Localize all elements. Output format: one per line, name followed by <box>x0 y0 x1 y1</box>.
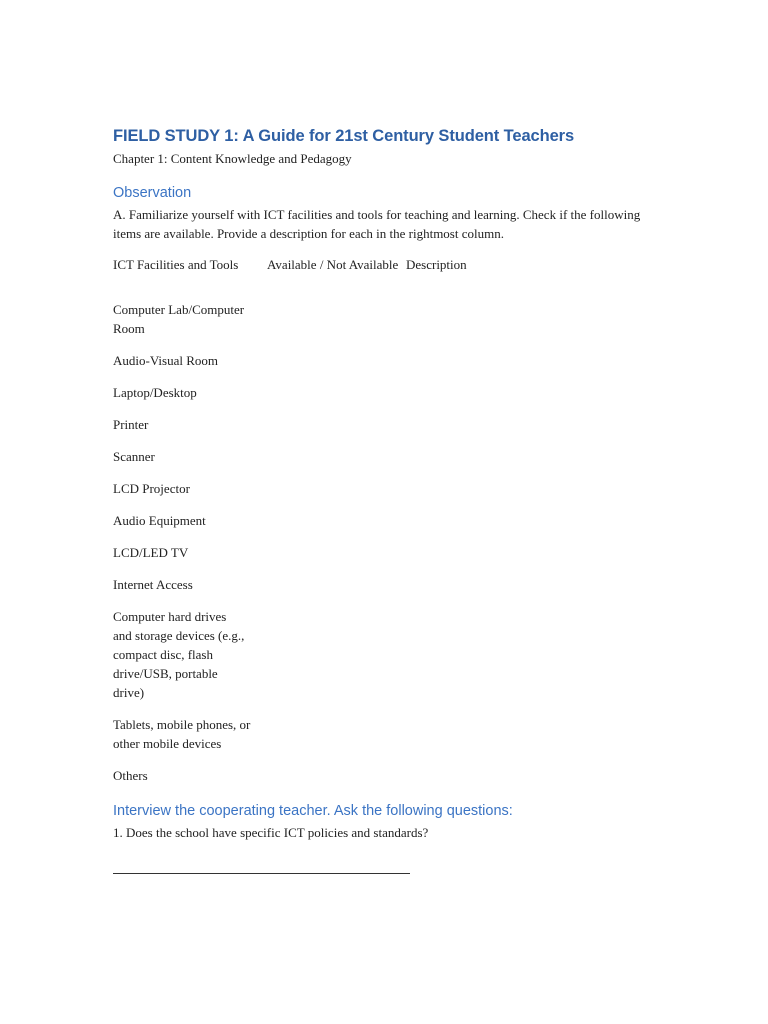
document-page <box>113 124 673 874</box>
table-row: Audio-Visual Room <box>113 353 219 368</box>
column-header-description: Description <box>406 257 467 272</box>
table-row: LCD Projector <box>113 481 190 496</box>
table-row: LCD/LED TV <box>113 545 189 560</box>
ict-facilities-table <box>113 255 673 785</box>
document-title: FIELD STUDY 1: A Guide for 21st Century Student Teachers <box>113 127 575 145</box>
answer-line[interactable] <box>113 873 410 874</box>
table-row: Audio Equipment <box>113 513 206 528</box>
table-row: Laptop/Desktop <box>113 385 197 400</box>
observation-instruction: A. Familiarize yourself with ICT facilities and tools for teaching and learning. Check if the following items are available. Provide a description for each in the rightmost column. <box>113 207 641 241</box>
interview-heading: Interview the cooperating teacher. Ask the following questions: <box>113 803 513 819</box>
table-row: Computer Lab/Computer Room <box>113 302 245 336</box>
chapter-subtitle: Chapter 1: Content Knowledge and Pedagogy <box>113 151 352 166</box>
column-header-facilities: ICT Facilities and Tools <box>113 257 239 272</box>
table-row: Scanner <box>113 449 155 464</box>
table-row: Computer hard drives and storage devices (e.g., compact disc, flash drive/USB, portable drive) <box>113 609 245 700</box>
table-row: Tablets, mobile phones, or other mobile devices <box>113 717 251 751</box>
interview-question: 1. Does the school have specific ICT policies and standards? <box>113 825 429 840</box>
table-row: Printer <box>113 417 149 432</box>
column-header-availability: Available / Not Available <box>267 257 399 272</box>
table-row: Others <box>113 768 148 783</box>
table-header-row <box>113 255 673 300</box>
table-row: Internet Access <box>113 577 193 592</box>
observation-heading: Observation <box>113 185 192 201</box>
